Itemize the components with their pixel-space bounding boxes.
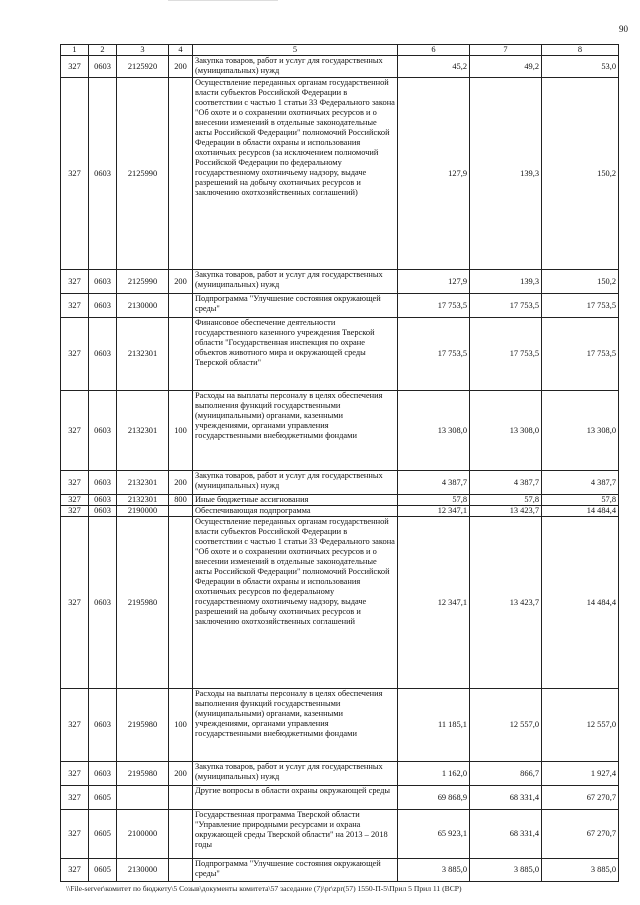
file-path-footer: \\File-server\комитет по бюджету\5 Созыв\документы комитета\57 заседание (7)\pr\zpr(57) 1550-П-5\Прил 5 Прил 11 (ВСР) xyxy=(66,884,462,893)
section-code-cell: 0603 xyxy=(89,270,117,294)
item-name-cell: Расходы на выплаты персоналу в целях обеспечения выполнения функций государственными (муниципальными) органами, казенными учреждениями, органами управления государственными внебюджетными фондами xyxy=(193,391,398,471)
amount-col6-cell: 3 885,0 xyxy=(398,859,470,882)
expense-type-cell: 800 xyxy=(169,495,193,506)
table-row xyxy=(61,78,619,270)
section-code-cell: 0603 xyxy=(89,471,117,495)
item-name-cell: Осуществление переданных органам государственной власти субъектов Российской Федерации в соответствии с частью 1 статьи 33 Федерального закона "Об охоте и о сохранении охотничьих ресурсов и о внесении изменений в отдельные законодательные акты Российской Федерации" полномочий Российской Федерации в области охраны и использования охотничьих ресурсов по федеральному государственному охотничьему надзору, выдаче разрешений на добычу охотничьих ресурсов и заключению охотхозяйственных соглашений xyxy=(193,517,398,689)
target-code-cell: 2100000 xyxy=(117,810,169,859)
admin-code-cell: 327 xyxy=(61,859,89,882)
header-cell: 4 xyxy=(169,45,193,56)
target-code-cell: 2125920 xyxy=(117,56,169,78)
admin-code-cell: 327 xyxy=(61,762,89,786)
item-name-cell: Закупка товаров, работ и услуг для государственных (муниципальных) нужд xyxy=(193,471,398,495)
amount-col7-cell: 17 753,5 xyxy=(470,294,542,318)
amount-col7-cell: 866,7 xyxy=(470,762,542,786)
amount-col6-cell: 13 308,0 xyxy=(398,391,470,471)
item-name-cell: Закупка товаров, работ и услуг для государственных (муниципальных) нужд xyxy=(193,56,398,78)
section-code-cell: 0603 xyxy=(89,495,117,506)
admin-code-cell: 327 xyxy=(61,517,89,689)
section-code-cell: 0605 xyxy=(89,810,117,859)
admin-code-cell: 327 xyxy=(61,270,89,294)
table-row xyxy=(61,495,619,506)
table-row xyxy=(61,270,619,294)
amount-col6-cell: 12 347,1 xyxy=(398,517,470,689)
expense-type-cell xyxy=(169,294,193,318)
amount-col6-cell: 12 347,1 xyxy=(398,506,470,517)
amount-col7-cell: 49,2 xyxy=(470,56,542,78)
expense-type-cell xyxy=(169,786,193,810)
table-row xyxy=(61,294,619,318)
amount-col8-cell: 14 484,4 xyxy=(542,506,619,517)
amount-col8-cell: 67 270,7 xyxy=(542,786,619,810)
expense-type-cell xyxy=(169,859,193,882)
table-row xyxy=(61,810,619,859)
amount-col8-cell: 17 753,5 xyxy=(542,318,619,391)
item-name-cell: Закупка товаров, работ и услуг для государственных (муниципальных) нужд xyxy=(193,270,398,294)
amount-col8-cell: 57,8 xyxy=(542,495,619,506)
header-cell: 6 xyxy=(398,45,470,56)
header-cell: 5 xyxy=(193,45,398,56)
amount-col8-cell: 14 484,4 xyxy=(542,517,619,689)
section-code-cell: 0603 xyxy=(89,762,117,786)
amount-col7-cell: 68 331,4 xyxy=(470,786,542,810)
section-code-cell: 0603 xyxy=(89,56,117,78)
amount-col7-cell: 13 423,7 xyxy=(470,506,542,517)
target-code-cell: 2195980 xyxy=(117,762,169,786)
amount-col8-cell: 67 270,7 xyxy=(542,810,619,859)
item-name-cell: Иные бюджетные ассигнования xyxy=(193,495,398,506)
table-row xyxy=(61,859,619,882)
amount-col7-cell: 68 331,4 xyxy=(470,810,542,859)
amount-col6-cell: 45,2 xyxy=(398,56,470,78)
item-name-cell: Государственная программа Тверской области "Управление природными ресурсами и охрана окружающей среды Тверской области" на 2013 – 2018 годы xyxy=(193,810,398,859)
amount-col8-cell: 4 387,7 xyxy=(542,471,619,495)
expense-type-cell: 200 xyxy=(169,762,193,786)
item-name-cell: Осуществление переданных органам государственной власти субъектов Российской Федерации в соответствии с частью 1 статьи 33 Федерального закона "Об охоте и о сохранении охотничьих ресурсов и о внесении изменений в отдельные законодательные акты Российской Федерации" полномочий Российской Федерации в области охраны и использования охотничьих ресурсов (за исключением полномочий Российской Федерации по федеральному государственному охотничьему надзору, выдаче разрешений на добычу охотничьих ресурсов и заключению охотхозяйственных соглашений) xyxy=(193,78,398,270)
section-code-cell: 0603 xyxy=(89,391,117,471)
target-code-cell: 2132301 xyxy=(117,391,169,471)
expense-type-cell: 200 xyxy=(169,270,193,294)
admin-code-cell: 327 xyxy=(61,78,89,270)
budget-table xyxy=(60,44,619,882)
amount-col6-cell: 4 387,7 xyxy=(398,471,470,495)
amount-col8-cell: 1 927,4 xyxy=(542,762,619,786)
item-name-cell: Финансовое обеспечение деятельности государственного казенного учреждения Тверской области "Государственная инспекция по охране объектов животного мира и окружающей среды Тверской области" xyxy=(193,318,398,391)
amount-col6-cell: 11 185,1 xyxy=(398,689,470,762)
target-code-cell: 2130000 xyxy=(117,294,169,318)
table-row xyxy=(61,786,619,810)
expense-type-cell: 100 xyxy=(169,689,193,762)
header-cell: 7 xyxy=(470,45,542,56)
amount-col7-cell: 13 423,7 xyxy=(470,517,542,689)
amount-col6-cell: 17 753,5 xyxy=(398,318,470,391)
admin-code-cell: 327 xyxy=(61,318,89,391)
table-row xyxy=(61,689,619,762)
amount-col6-cell: 57,8 xyxy=(398,495,470,506)
amount-col7-cell: 4 387,7 xyxy=(470,471,542,495)
section-code-cell: 0605 xyxy=(89,859,117,882)
amount-col8-cell: 12 557,0 xyxy=(542,689,619,762)
amount-col6-cell: 65 923,1 xyxy=(398,810,470,859)
expense-type-cell: 100 xyxy=(169,391,193,471)
expense-type-cell xyxy=(169,506,193,517)
amount-col8-cell: 53,0 xyxy=(542,56,619,78)
section-code-cell: 0605 xyxy=(89,786,117,810)
amount-col7-cell: 3 885,0 xyxy=(470,859,542,882)
target-code-cell: 2125990 xyxy=(117,270,169,294)
section-code-cell: 0603 xyxy=(89,294,117,318)
table-row xyxy=(61,391,619,471)
top-rule xyxy=(168,0,278,1)
header-cell: 3 xyxy=(117,45,169,56)
target-code-cell: 2195980 xyxy=(117,689,169,762)
amount-col7-cell: 57,8 xyxy=(470,495,542,506)
item-name-cell: Подпрограмма "Улучшение состояния окружающей среды" xyxy=(193,294,398,318)
expense-type-cell xyxy=(169,810,193,859)
section-code-cell: 0603 xyxy=(89,318,117,391)
admin-code-cell: 327 xyxy=(61,506,89,517)
target-code-cell: 2190000 xyxy=(117,506,169,517)
amount-col7-cell: 13 308,0 xyxy=(470,391,542,471)
amount-col8-cell: 150,2 xyxy=(542,78,619,270)
admin-code-cell: 327 xyxy=(61,495,89,506)
target-code-cell: 2195980 xyxy=(117,517,169,689)
item-name-cell: Закупка товаров, работ и услуг для государственных (муниципальных) нужд xyxy=(193,762,398,786)
header-cell: 2 xyxy=(89,45,117,56)
amount-col6-cell: 1 162,0 xyxy=(398,762,470,786)
amount-col6-cell: 17 753,5 xyxy=(398,294,470,318)
expense-type-cell: 200 xyxy=(169,56,193,78)
amount-col6-cell: 69 868,9 xyxy=(398,786,470,810)
target-code-cell: 2132301 xyxy=(117,318,169,391)
amount-col7-cell: 12 557,0 xyxy=(470,689,542,762)
target-code-cell: 2125990 xyxy=(117,78,169,270)
table-row xyxy=(61,762,619,786)
admin-code-cell: 327 xyxy=(61,294,89,318)
admin-code-cell: 327 xyxy=(61,471,89,495)
amount-col6-cell: 127,9 xyxy=(398,78,470,270)
admin-code-cell: 327 xyxy=(61,56,89,78)
section-code-cell: 0603 xyxy=(89,506,117,517)
amount-col8-cell: 3 885,0 xyxy=(542,859,619,882)
section-code-cell: 0603 xyxy=(89,689,117,762)
table-row xyxy=(61,506,619,517)
target-code-cell: 2132301 xyxy=(117,471,169,495)
table-row xyxy=(61,56,619,78)
admin-code-cell: 327 xyxy=(61,689,89,762)
header-cell: 8 xyxy=(542,45,619,56)
item-name-cell: Подпрограмма "Улучшение состояния окружающей среды" xyxy=(193,859,398,882)
header-row xyxy=(61,45,619,56)
section-code-cell: 0603 xyxy=(89,517,117,689)
target-code-cell xyxy=(117,786,169,810)
table-row xyxy=(61,471,619,495)
header-cell: 1 xyxy=(61,45,89,56)
item-name-cell: Обеспечивающая подпрограмма xyxy=(193,506,398,517)
amount-col6-cell: 127,9 xyxy=(398,270,470,294)
expense-type-cell xyxy=(169,78,193,270)
amount-col7-cell: 139,3 xyxy=(470,270,542,294)
amount-col8-cell: 13 308,0 xyxy=(542,391,619,471)
target-code-cell: 2132301 xyxy=(117,495,169,506)
target-code-cell: 2130000 xyxy=(117,859,169,882)
expense-type-cell xyxy=(169,318,193,391)
amount-col7-cell: 139,3 xyxy=(470,78,542,270)
page-number: 90 xyxy=(619,24,628,34)
item-name-cell: Другие вопросы в области охраны окружающей среды xyxy=(193,786,398,810)
admin-code-cell: 327 xyxy=(61,786,89,810)
admin-code-cell: 327 xyxy=(61,810,89,859)
expense-type-cell xyxy=(169,517,193,689)
expense-type-cell: 200 xyxy=(169,471,193,495)
item-name-cell: Расходы на выплаты персоналу в целях обеспечения выполнения функций государственными (муниципальными) органами, казенными учреждениями, органами управления государственными внебюджетными фондами xyxy=(193,689,398,762)
admin-code-cell: 327 xyxy=(61,391,89,471)
amount-col8-cell: 150,2 xyxy=(542,270,619,294)
amount-col7-cell: 17 753,5 xyxy=(470,318,542,391)
table-row xyxy=(61,517,619,689)
section-code-cell: 0603 xyxy=(89,78,117,270)
amount-col8-cell: 17 753,5 xyxy=(542,294,619,318)
table-row xyxy=(61,318,619,391)
